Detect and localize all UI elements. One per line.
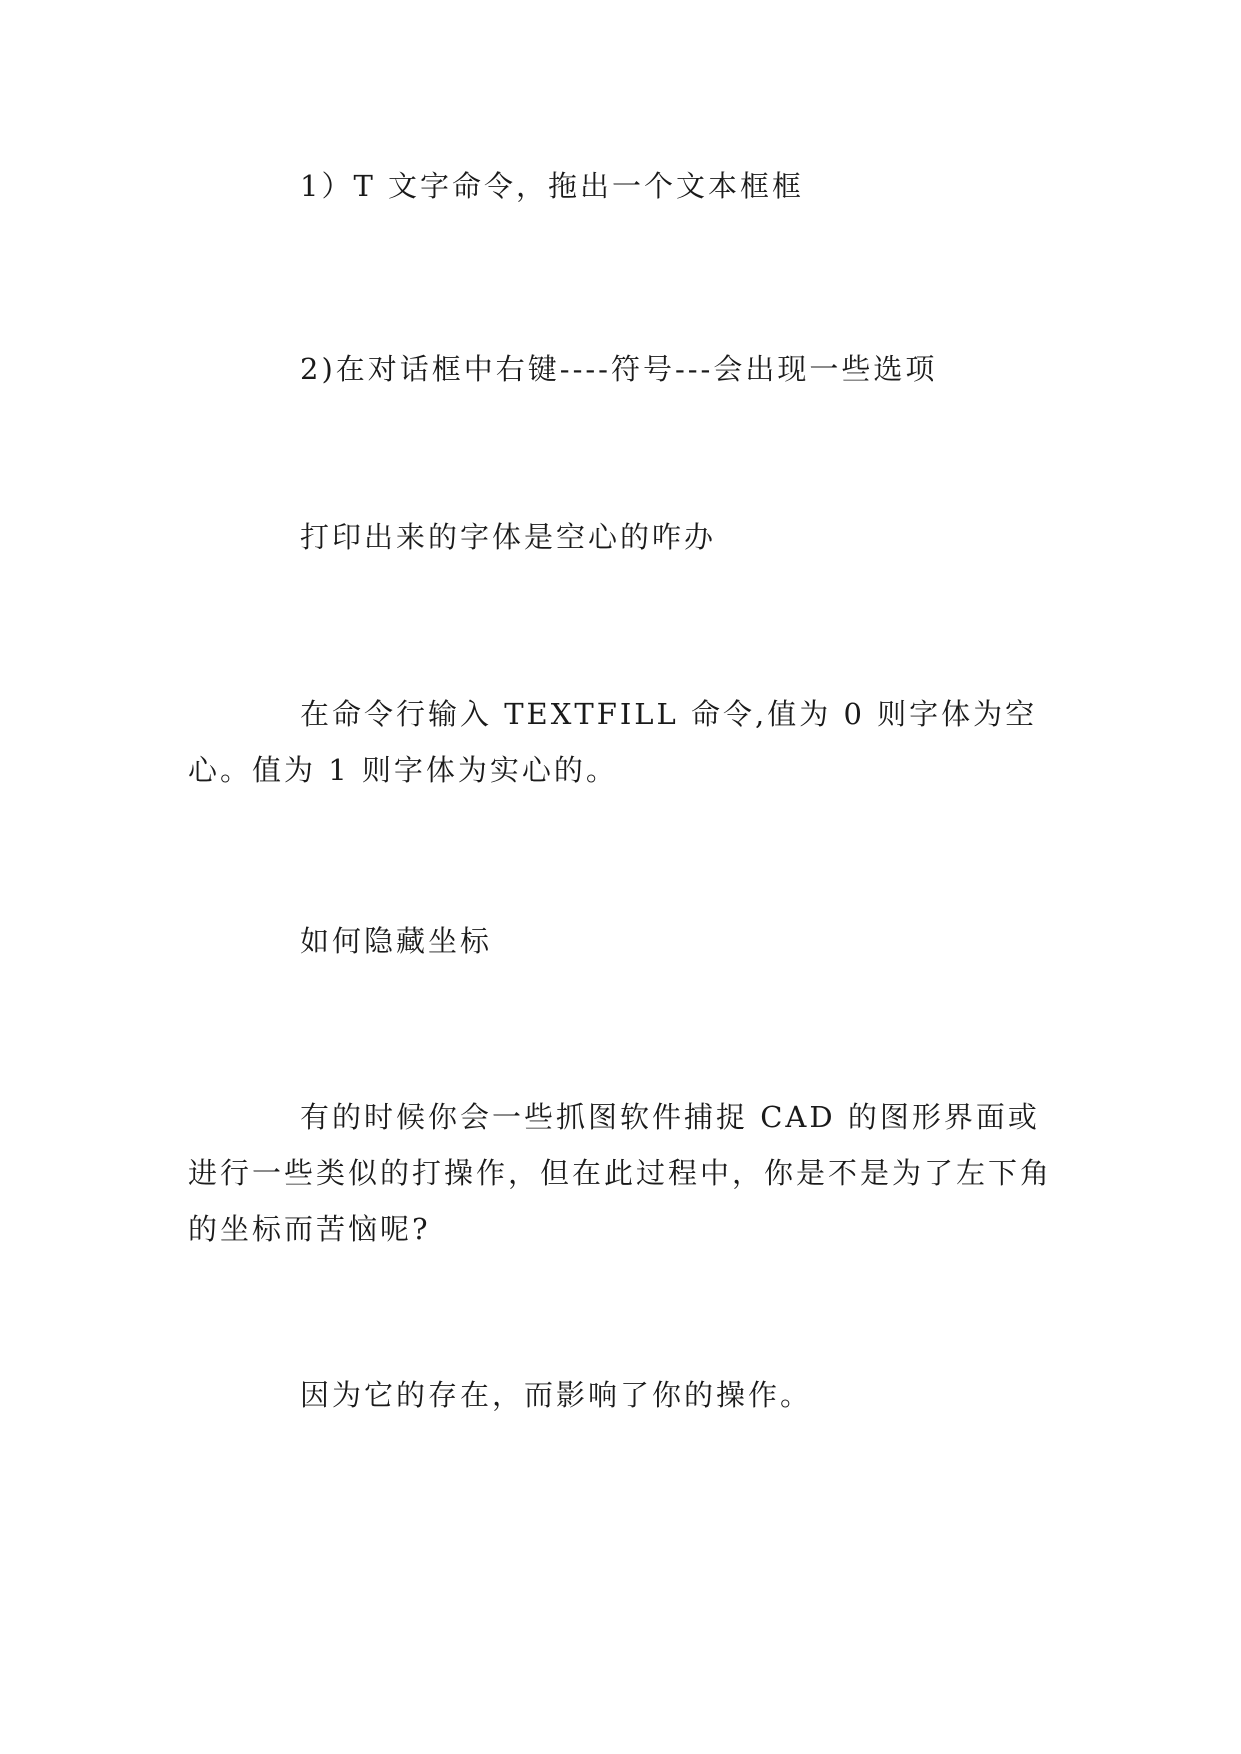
paragraph-screenshot-coordinates: 有的时候你会一些抓图软件捕捉 CAD 的图形界面或进行一些类似的打操作，但在此过程中，你是不是为了左下角的坐标而苦恼呢?	[188, 1100, 1053, 1246]
paragraph-text-command: 1）T 文字命令，拖出一个文本框框	[300, 169, 805, 203]
paragraph-hide-coordinates-question: 如何隐藏坐标	[300, 924, 493, 958]
paragraph-right-click-symbol: 2)在对话框中右键----符号---会出现一些选项	[300, 352, 938, 386]
paragraph-affects-operation: 因为它的存在，而影响了你的操作。	[300, 1378, 813, 1412]
paragraph-hollow-font-question: 打印出来的字体是空心的咋办	[300, 520, 717, 554]
paragraph-textfill-answer: 在命令行输入 TEXTFILL 命令,值为 0 则字体为空心。值为 1 则字体为实心的。	[188, 697, 1038, 787]
